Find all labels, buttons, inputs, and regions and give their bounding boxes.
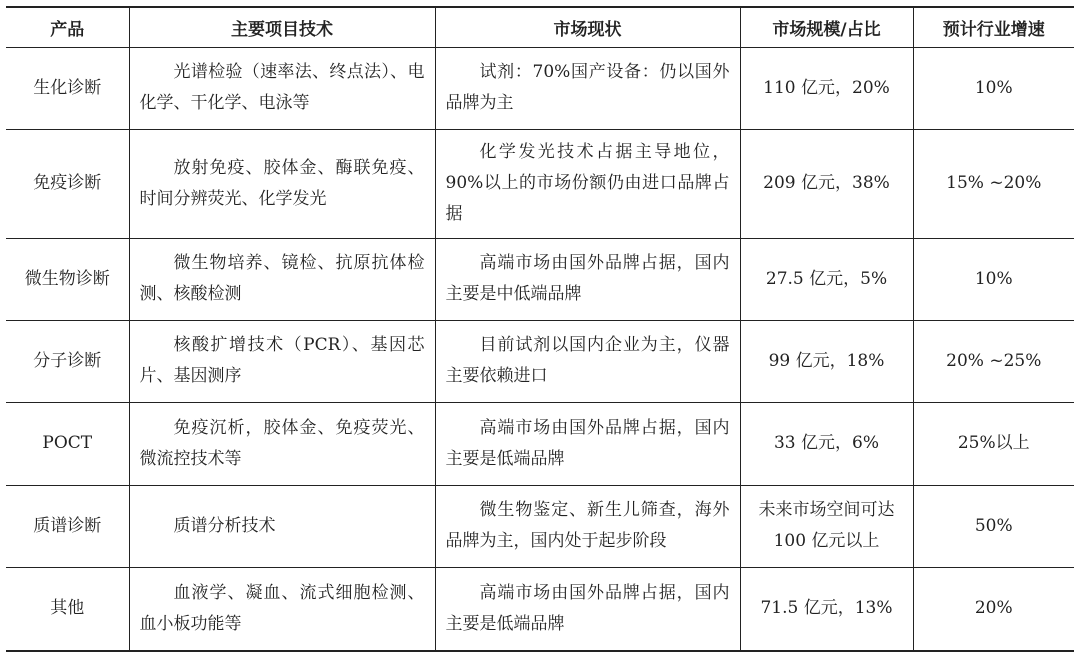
product-cell: POCT (6, 402, 129, 485)
technology-cell: 微生物培养、镜检、抗原抗体检测、核酸检测 (129, 238, 435, 320)
technology-cell: 光谱检验（速率法、终点法）、电化学、干化学、电泳等 (129, 47, 435, 129)
table-row (6, 238, 1074, 320)
technology-cell: 核酸扩增技术（PCR）、基因芯片、基因测序 (129, 320, 435, 402)
market-size-cell: 27.5 亿元，5% (740, 238, 913, 320)
product-cell: 分子诊断 (6, 320, 129, 402)
growth-cell: 10% (913, 47, 1074, 129)
product-cell: 其他 (6, 567, 129, 651)
growth-cell: 15% ~20% (913, 129, 1074, 238)
growth-cell: 10% (913, 238, 1074, 320)
product-cell: 质谱诊断 (6, 485, 129, 567)
table-row (6, 402, 1074, 485)
table-row (6, 129, 1074, 238)
table-row (6, 47, 1074, 129)
technology-cell: 放射免疫、胶体金、酶联免疫、时间分辨荧光、化学发光 (129, 129, 435, 238)
market-status-cell: 试剂：70%国产设备：仍以国外品牌为主 (435, 47, 740, 129)
market-status-cell: 目前试剂以国内企业为主，仪器主要依赖进口 (435, 320, 740, 402)
technology-cell: 质谱分析技术 (129, 485, 435, 567)
technology-cell: 血液学、凝血、流式细胞检测、血小板功能等 (129, 567, 435, 651)
market-status-cell: 高端市场由国外品牌占据，国内主要是低端品牌 (435, 402, 740, 485)
market-size-cell: 71.5 亿元，13% (740, 567, 913, 651)
technology-cell: 免疫沉析，胶体金、免疫荧光、微流控技术等 (129, 402, 435, 485)
growth-cell: 50% (913, 485, 1074, 567)
table-header-row (6, 7, 1074, 47)
product-cell: 微生物诊断 (6, 238, 129, 320)
header-technology: 主要项目技术 (129, 7, 435, 47)
growth-cell: 20% (913, 567, 1074, 651)
header-market-status: 市场现状 (435, 7, 740, 47)
header-growth: 预计行业增速 (913, 7, 1074, 47)
market-status-cell: 化学发光技术占据主导地位，90%以上的市场份额仍由进口品牌占据 (435, 129, 740, 238)
table-row (6, 567, 1074, 651)
market-status-cell: 微生物鉴定、新生儿筛查，海外品牌为主，国内处于起步阶段 (435, 485, 740, 567)
market-status-cell: 高端市场由国外品牌占据，国内主要是中低端品牌 (435, 238, 740, 320)
header-market-size: 市场规模/占比 (740, 7, 913, 47)
market-size-cell: 209 亿元，38% (740, 129, 913, 238)
growth-cell: 20% ~25% (913, 320, 1074, 402)
table-row (6, 485, 1074, 567)
product-cell: 生化诊断 (6, 47, 129, 129)
market-status-cell: 高端市场由国外品牌占据，国内主要是低端品牌 (435, 567, 740, 651)
growth-cell: 25%以上 (913, 402, 1074, 485)
market-size-cell: 110 亿元，20% (740, 47, 913, 129)
market-size-cell: 33 亿元，6% (740, 402, 913, 485)
header-product: 产品 (6, 7, 129, 47)
market-size-cell: 未来市场空间可达 100 亿元以上 (740, 485, 913, 567)
ivd-market-table-wrapper (6, 6, 1074, 652)
market-size-cell: 99 亿元，18% (740, 320, 913, 402)
product-cell: 免疫诊断 (6, 129, 129, 238)
table-row (6, 320, 1074, 402)
ivd-market-table (6, 6, 1074, 652)
